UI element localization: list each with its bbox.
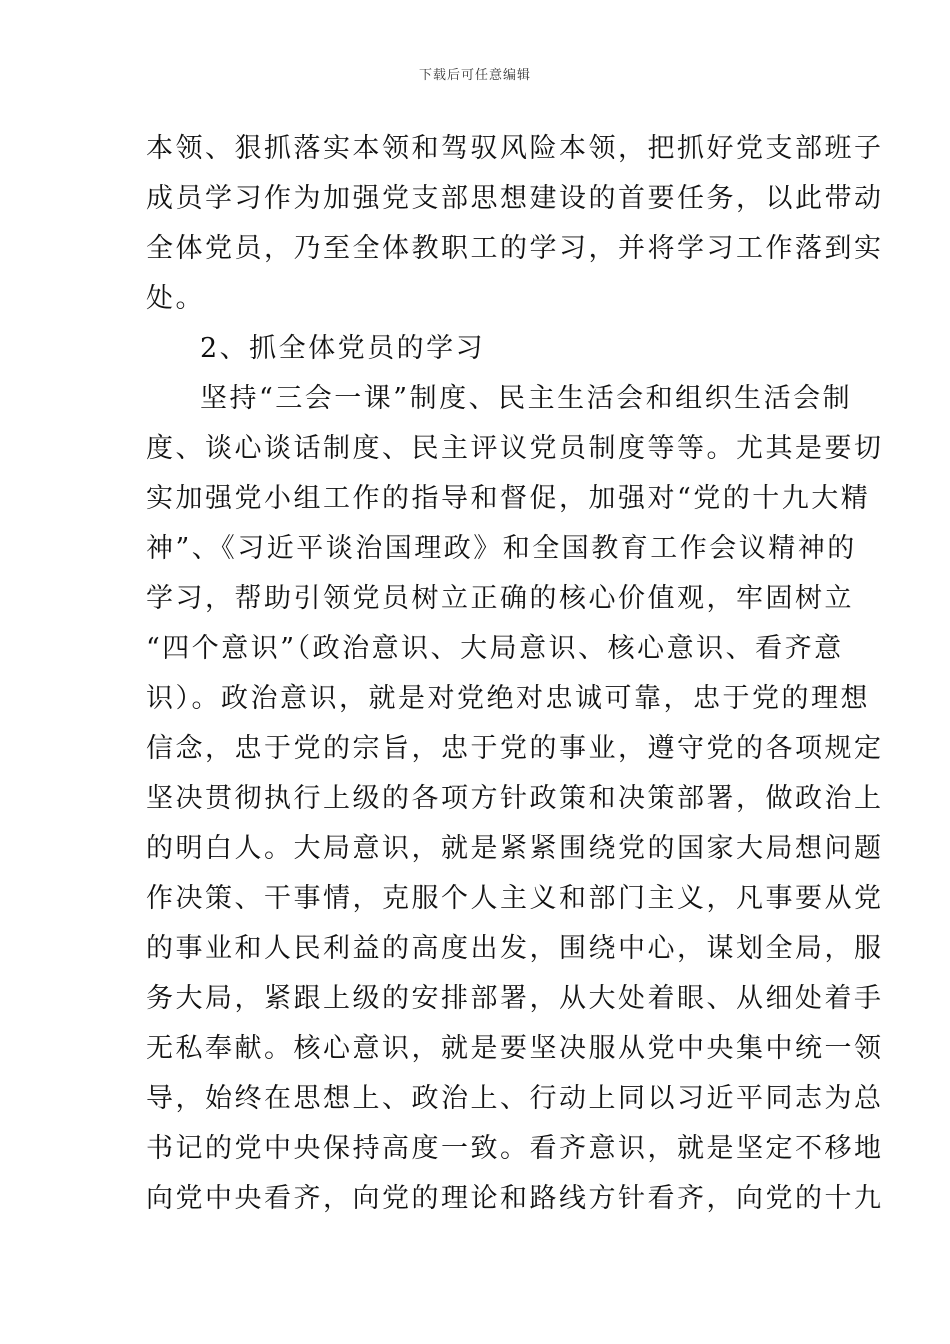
text-line: 务大局，紧跟上级的安排部署，从大处着眼、从细处着手 (146, 983, 884, 1014)
text-line: 导，始终在思想上、政治上、行动上同以习近平同志为总 (146, 1083, 884, 1114)
document-body (146, 124, 884, 1224)
text-line: 向党中央看齐，向党的理论和路线方针看齐，向党的十九 (146, 1183, 884, 1214)
text-line: 成员学习作为加强党支部思想建设的首要任务，以此带动 (146, 183, 884, 214)
text-line: 实加强党小组工作的指导和督促，加强对“党的十九大精 (146, 483, 871, 514)
page-header: 下载后可任意编辑 (418, 68, 531, 83)
text-line: 度、谈心谈话制度、民主评议党员制度等等。尤其是要切 (146, 433, 884, 464)
text-line: 处。 (146, 283, 205, 314)
text-line: 书记的党中央保持高度一致。看齐意识，就是坚定不移地 (146, 1133, 884, 1164)
text-line: 全体党员，乃至全体教职工的学习，并将学习工作落到实 (146, 233, 884, 264)
text-line: 学习，帮助引领党员树立正确的核心价值观，牢固树立 (146, 583, 854, 614)
text-line: 坚决贯彻执行上级的各项方针政策和决策部署，做政治上 (146, 783, 884, 814)
section-heading: 2、抓全体党员的学习 (200, 333, 486, 364)
text-line: 的事业和人民利益的高度出发，围绕中心，谋划全局，服 (146, 933, 884, 964)
text-line: 坚持“三会一课”制度、民主生活会和组织生活会制 (200, 383, 853, 414)
text-line: 神”、《习近平谈治国理政》和全国教育工作会议精神的 (146, 533, 857, 564)
text-line: 的明白人。大局意识，就是紧紧围绕党的国家大局想问题 (146, 833, 884, 864)
text-line: 识）。政治意识，就是对党绝对忠诚可靠，忠于党的理想 (146, 683, 870, 714)
text-line: 信念，忠于党的宗旨，忠于党的事业，遵守党的各项规定 (146, 733, 884, 764)
text-line: 无私奉献。核心意识，就是要坚决服从党中央集中统一领 (146, 1033, 884, 1064)
text-line: 作决策、干事情，克服个人主义和部门主义，凡事要从党 (146, 883, 884, 914)
text-line: “四个意识”（政治意识、大局意识、核心意识、看齐意 (146, 633, 844, 664)
text-line: 本领、狠抓落实本领和驾驭风险本领，把抓好党支部班子 (146, 133, 884, 164)
